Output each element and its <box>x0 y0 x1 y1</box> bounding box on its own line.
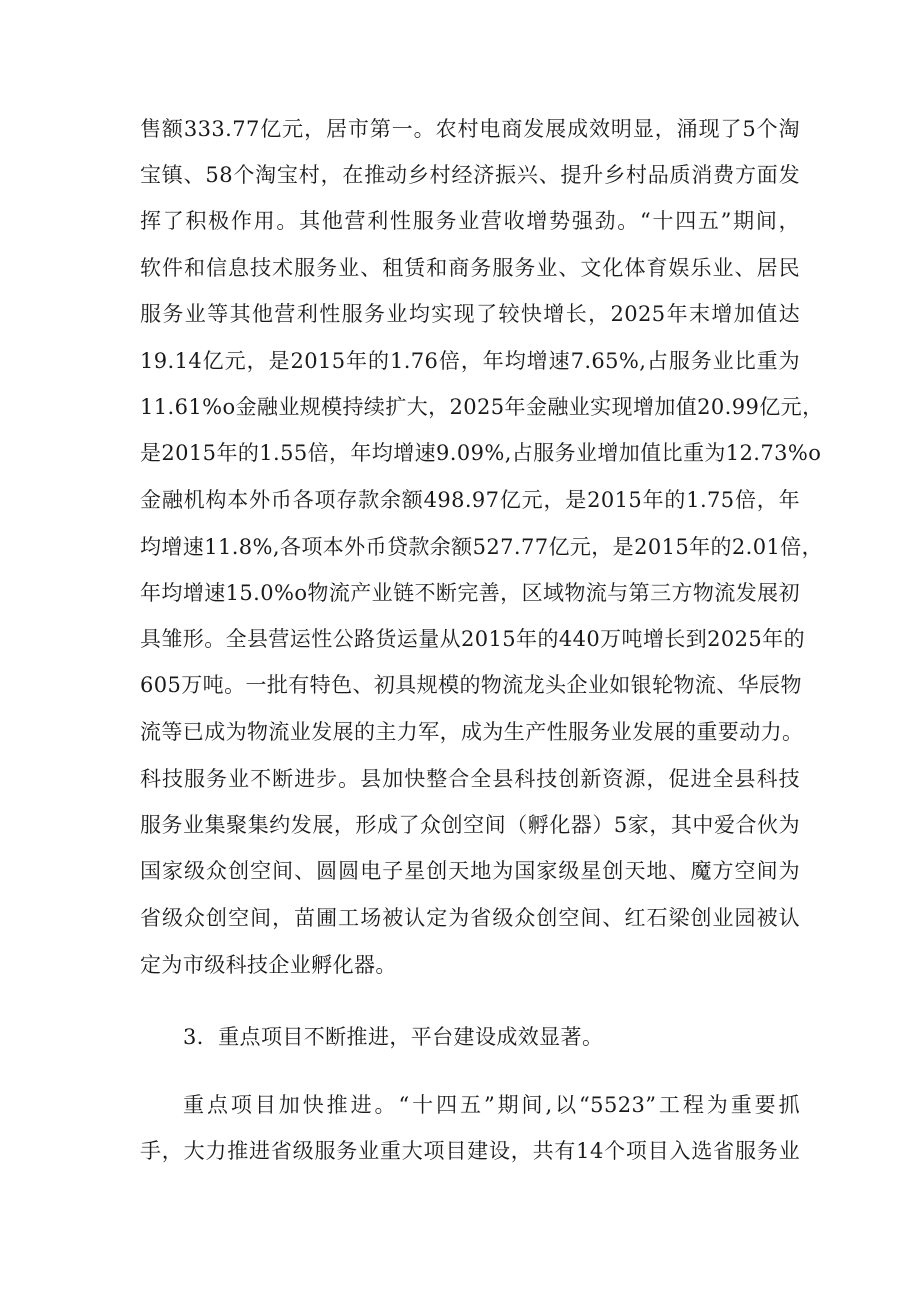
body-line: 流等已成为物流业发展的主力军，成为生产性服务业发展的重要动力。 <box>140 720 804 744</box>
body-line: 定为市级科技企业孵化器。 <box>140 953 397 977</box>
body-line: 挥了积极作用。其他营利性服务业营收增势强劲。“十四五”期间， <box>140 209 800 233</box>
body-line: 具雏形。全县营运性公路货运量从2015年的440万吨增长到2025年的 <box>140 627 805 651</box>
body-line: 宝镇、58个淘宝村，在推动乡村经济振兴、提升乡村品质消费方面发 <box>140 163 800 187</box>
body-line: 年均增速15.0%o物流产业链不断完善，区域物流与第三方物流发展初 <box>140 581 800 605</box>
body-line: 软件和信息技术服务业、租赁和商务服务业、文化体育娱乐业、居民 <box>140 256 800 280</box>
body-line: 售额333.77亿元，居市第一。农村电商发展成效明显，涌现了5个淘 <box>140 117 800 141</box>
body-line: 19.14亿元，是2015年的1.76倍，年均增速7.65%,占服务业比重为 <box>140 349 800 373</box>
body-line: 服务业等其他营利性服务业均实现了较快增长，2025年末增加值达 <box>140 302 800 326</box>
body-line: 服务业集聚集约发展，形成了众创空间（孵化器）5家，其中爱合伙为 <box>140 813 800 837</box>
body-line: 是2015年的1.55倍，年均增速9.09%,占服务业增加值比重为12.73%o <box>140 441 822 465</box>
body-line: 605万吨。一批有特色、初具规模的物流龙头企业如银轮物流、华辰物 <box>140 673 802 697</box>
body-line: 11.61%o金融业规模持续扩大，2025年金融业实现增加值20.99亿元， <box>140 395 824 419</box>
section-heading: 3．重点项目不断推进，平台建设成效显著。 <box>183 1025 604 1049</box>
body-line: 省级众创空间，苗圃工场被认定为省级众创空间、红石梁创业园被认 <box>140 906 800 930</box>
body-line: 手，大力推进省级服务业重大项目建设，共有14个项目入选省服务业 <box>140 1139 800 1163</box>
body-line: 金融机构本外币各项存款余额498.97亿元，是2015年的1.75倍，年 <box>140 488 800 512</box>
body-line: 国家级众创空间、圆圆电子星创天地为国家级星创天地、魔方空间为 <box>140 859 800 883</box>
body-line: 科技服务业不断进步。县加快整合全县科技创新资源，促进全县科技 <box>140 767 800 791</box>
body-line: 均增速11.8%,各项本外币贷款余额527.77亿元，是2015年的2.01倍， <box>140 535 824 559</box>
body-line: 重点项目加快推进。“十四五”期间,以“5523”工程为重要抓 <box>183 1093 800 1117</box>
